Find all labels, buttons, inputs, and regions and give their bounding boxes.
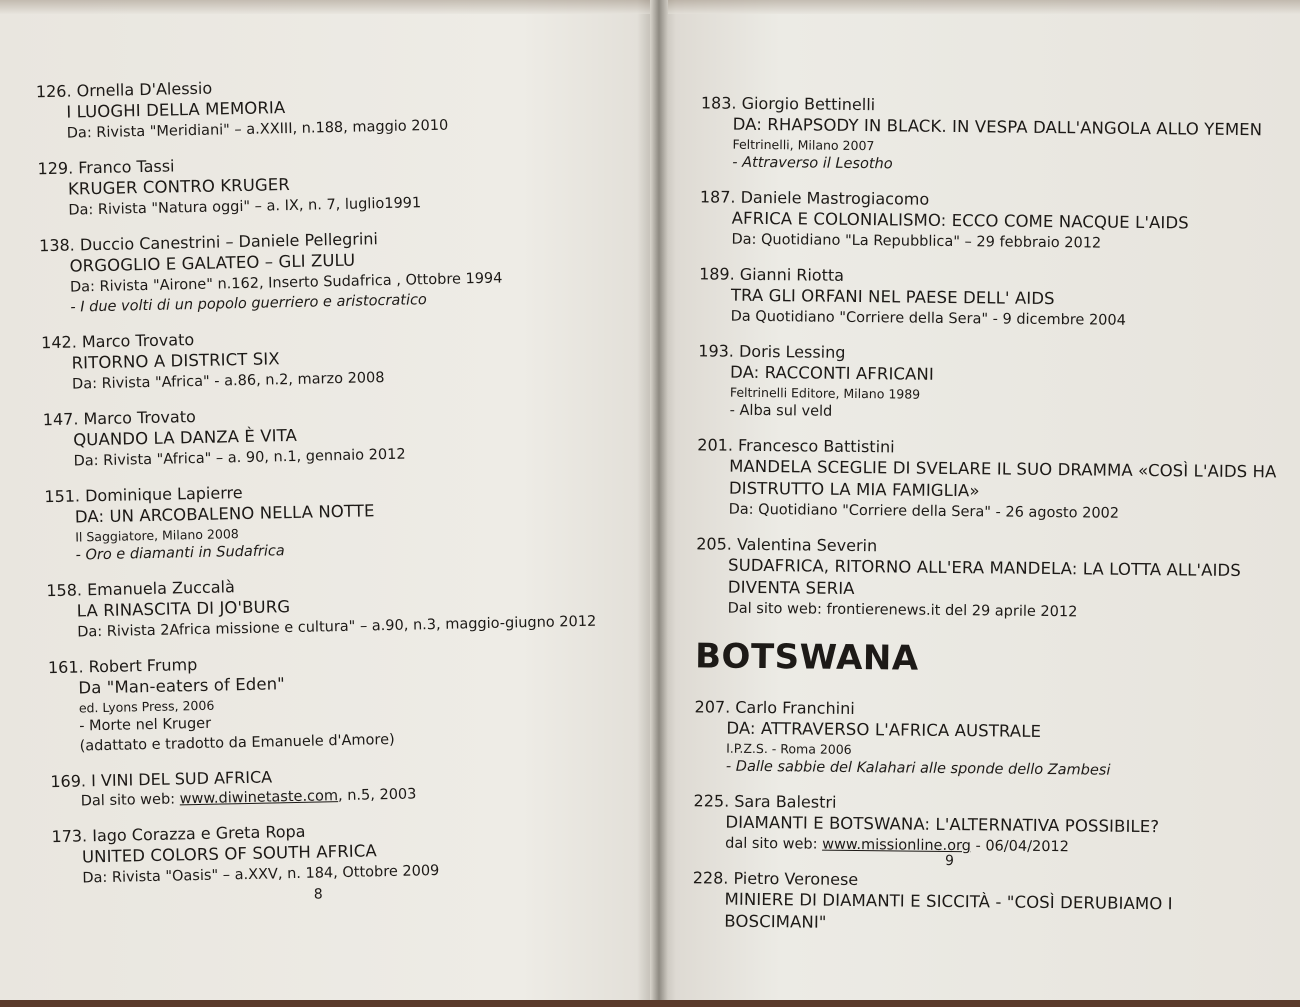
- page-number: 9: [944, 852, 955, 870]
- entry-body: [699, 284, 1279, 332]
- right-entries-list: [696, 92, 1281, 624]
- entry-author: 142. Marco Trovato: [40, 330, 195, 353]
- entry-body: [696, 554, 1277, 624]
- entry-author: 205. Valentina Severin: [696, 534, 878, 556]
- entry-author: 129. Franco Tassi: [37, 156, 175, 179]
- entry-source: Da: Quotidiano "La Repubblica" – 29 febbraio 2012: [731, 231, 1102, 252]
- entry-title: Da "Man-eaters of Eden": [78, 674, 286, 698]
- entry-publisher: Feltrinelli, Milano 2007: [732, 136, 875, 154]
- entry-body: [698, 361, 1279, 426]
- entry-source: Da: Rivista 2Africa missione e cultura" – a.90, n.3, maggio-giugno 2012: [77, 613, 597, 641]
- source-suffix: , n.5, 2003: [337, 786, 417, 805]
- list-item: [692, 867, 1273, 938]
- entry-title: MANDELA SCEGLIE DI SVELARE IL SUO DRAMMA «COSÌ L'AIDS HA DISTRUTTO LA MIA FAMIGLIA»: [728, 456, 1277, 501]
- entry-author: 207. Carlo Franchini: [694, 697, 855, 718]
- section-heading: BOTSWANA: [694, 636, 919, 679]
- list-item: [694, 696, 1275, 782]
- entry-body: [48, 666, 646, 757]
- list-item: [43, 397, 640, 472]
- entry-title: KRUGER CONTRO KRUGER: [67, 174, 291, 199]
- source-prefix: Dal sito web:: [80, 791, 180, 810]
- right-page: [658, 0, 1300, 1007]
- entry-author: 228. Pietro Veronese: [692, 868, 859, 890]
- entry-source: Da: Rivista "Africa" - a.86, n.2, marzo 2008: [71, 370, 385, 393]
- entry-title: UNITED COLORS OF SOUTH AFRICA: [81, 841, 377, 867]
- source-prefix: dal sito web:: [725, 835, 823, 853]
- entry-author: 225. Sara Balestri: [693, 791, 837, 812]
- entry-extract: - Alba sul veld: [729, 402, 833, 420]
- list-item: [700, 92, 1281, 178]
- entry-body: [693, 811, 1273, 859]
- list-item: [48, 645, 646, 757]
- entry-author: 201. Francesco Battistini: [697, 435, 895, 457]
- entry-author: 187. Daniele Mastrogiacomo: [699, 187, 930, 209]
- entry-author: 161. Robert Frump: [47, 655, 198, 678]
- entry-author: 126. Ornella D'Alessio: [35, 78, 213, 102]
- entry-source: Da: Rivista "Africa" – a. 90, n.1, gennaio 2012: [73, 446, 406, 470]
- entry-extract: - Oro e diamanti in Sudafrica: [75, 543, 285, 564]
- entry-body: [697, 455, 1278, 525]
- entry-source: Da: Rivista "Airone" n.162, Inserto Sudafrica , Ottobre 1994: [69, 270, 503, 296]
- entry-body: [45, 495, 642, 566]
- entry-author: 193. Doris Lessing: [698, 341, 846, 362]
- website-link[interactable]: www.missionline.org: [822, 836, 971, 855]
- entry-title: DA: RHAPSODY IN BLACK. IN VESPA DALL'ANGOLA ALLO YEMEN: [732, 114, 1263, 140]
- entry-publisher: ed. Lyons Press, 2006: [78, 697, 215, 716]
- entry-source: Da: Quotidiano "Corriere della Sera" - 26 agosto 2002: [728, 501, 1120, 522]
- entry-title: SUDAFRICA, RITORNO ALL'ERA MANDELA: LA LOTTA ALL'AIDS DIVENTA SERIA: [727, 555, 1241, 598]
- list-item: [36, 69, 633, 144]
- entry-publisher: Feltrinelli Editore, Milano 1989: [729, 384, 921, 402]
- entry-source: Da Quotidiano "Corriere della Sera" - 9 dicembre 2004: [730, 308, 1126, 329]
- entry-author: 183. Giorgio Bettinelli: [700, 93, 876, 115]
- entry-author: 189. Gianni Riotta: [699, 264, 845, 285]
- entry-author: 151. Dominique Lapierre: [44, 483, 243, 507]
- page-number: 8: [313, 886, 323, 903]
- right-entries-after-list: [694, 696, 1275, 782]
- list-item: [37, 146, 634, 221]
- entry-title: I LUOGHI DELLA MEMORIA: [66, 98, 286, 122]
- list-item: [693, 790, 1274, 859]
- entry-title: DA: RACCONTI AFRICANI: [730, 362, 935, 384]
- entry-title: QUANDO LA DANZA È VITA: [73, 425, 298, 450]
- source-suffix: - 06/04/2012: [970, 838, 1070, 856]
- entry-publisher: I.P.Z.S. - Roma 2006: [726, 740, 852, 757]
- entry-title: DA: UN ARCOBALENO NELLA NOTTE: [74, 501, 375, 527]
- entry-body: [692, 888, 1272, 938]
- entry-title: ORGOGLIO E GALATEO – GLI ZULU: [69, 250, 356, 276]
- entry-title: LA RINASCITA DI JO'BURG: [76, 597, 291, 621]
- list-item: [699, 263, 1280, 332]
- list-item: [699, 186, 1280, 255]
- entry-source: Da: Rivista "Oasis" – a.XXV, n. 184, Ottobre 2009: [82, 862, 440, 887]
- entry-title: RITORNO A DISTRICT SIX: [71, 349, 280, 373]
- entry-title: DIAMANTI E BOTSWANA: L'ALTERNATIVA POSSIBILE?: [725, 812, 1160, 837]
- entry-body: [694, 717, 1275, 782]
- entry-title: DA: ATTRAVERSO L'AFRICA AUSTRALE: [726, 718, 1042, 741]
- list-item: [51, 814, 648, 889]
- list-item: [698, 340, 1279, 426]
- list-item: [44, 474, 642, 566]
- left-entries-list: [36, 69, 646, 757]
- entry-author: 158. Emanuela Zuccalà: [46, 577, 235, 601]
- entry-note: (adattato e tradotto da Emanuele d'Amore): [79, 731, 395, 755]
- entry-author: 147. Marco Trovato: [42, 406, 196, 430]
- entry-title: TRA GLI ORFANI NEL PAESE DELL' AIDS: [730, 285, 1055, 309]
- entry-source: Da: Rivista "Natura oggi" – a. IX, n. 7, luglio1991: [68, 195, 422, 219]
- entry-body: [39, 244, 636, 318]
- entry-body: [699, 207, 1279, 255]
- list-item: [696, 533, 1277, 624]
- entry-author: 138. Duccio Canestrini – Daniele Pellegrini: [38, 229, 379, 256]
- entry-title: AFRICA E COLONIALISMO: ECCO COME NACQUE L'AIDS: [731, 208, 1189, 233]
- list-item: [41, 320, 638, 395]
- entry-extract: - Morte nel Kruger: [79, 715, 212, 735]
- entry-source: Dal sito web: frontierenews.it del 29 aprile 2012: [727, 600, 1078, 621]
- list-item: [50, 759, 647, 812]
- entry-extract: - Attraverso il Lesotho: [732, 154, 893, 173]
- entry-title: MINIERE DI DIAMANTI E SICCITÀ - "COSÌ DERUBIAMO I BOSCIMANI": [724, 889, 1173, 932]
- website-link[interactable]: www.diwinetaste.com: [179, 788, 339, 808]
- entry-source: Da: Rivista "Meridiani" – a.XXIII, n.188, maggio 2010: [66, 117, 449, 142]
- entry-publisher: Il Saggiatore, Milano 2008: [75, 526, 239, 545]
- list-item: [697, 434, 1278, 525]
- list-item: [39, 223, 637, 318]
- entry-body: [700, 113, 1281, 178]
- list-item: [46, 568, 643, 643]
- entry-author: 173. Iago Corazza e Greta Ropa: [51, 821, 306, 847]
- entry-author: 169. I VINI DEL SUD AFRICA: [50, 767, 273, 792]
- entry-extract: - Dalle sabbie del Kalahari alle sponde dello Zambesi: [725, 758, 1111, 779]
- entry-extract: - I due volti di un popolo guerriero e aristocratico: [70, 292, 428, 316]
